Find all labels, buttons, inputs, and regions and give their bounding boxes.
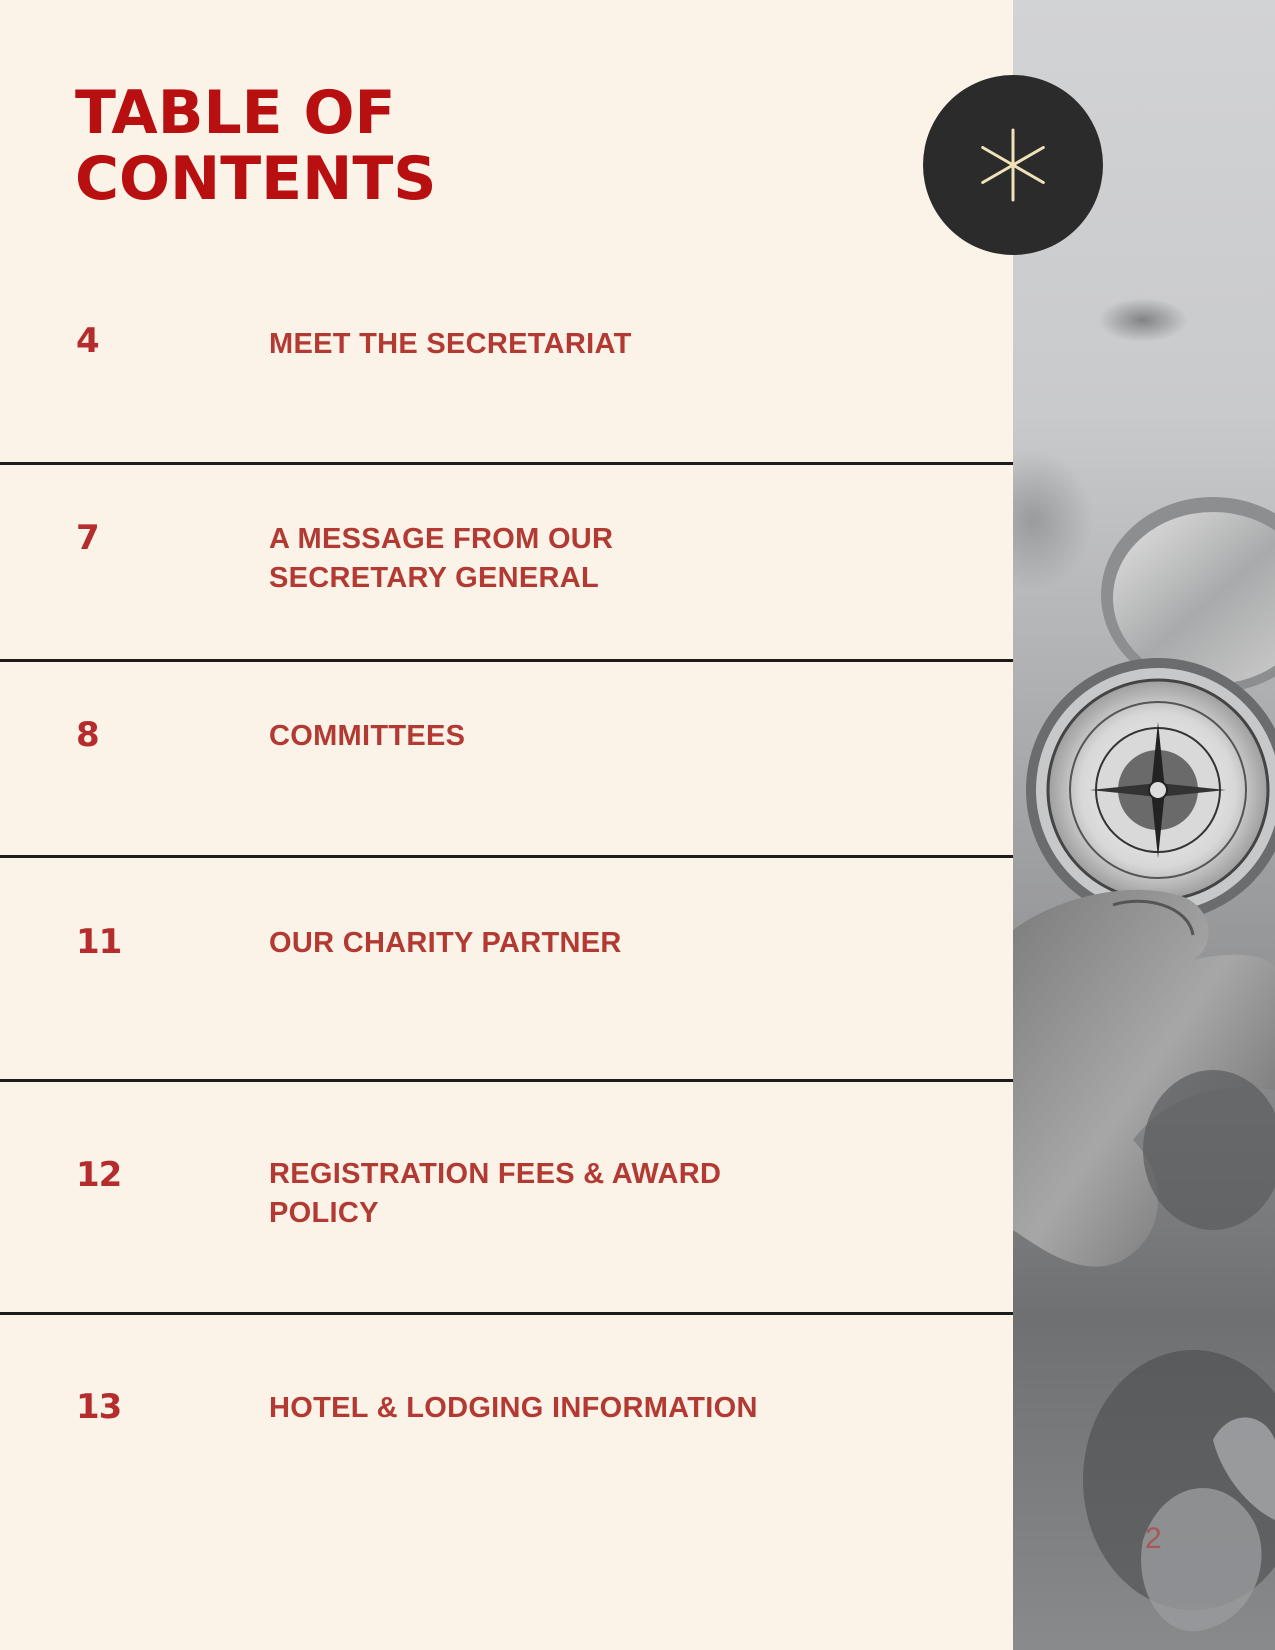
page-title-line-2: CONTENTS [75,144,437,214]
toc-page-number: 13 [76,1387,122,1427]
toc-page-number: 7 [76,518,99,558]
badge [923,75,1103,255]
toc-page-number: 8 [76,715,99,755]
page-title [75,80,437,212]
toc-entry-label-line: SECRETARY GENERAL [269,562,600,594]
toc-entry-label-line: REGISTRATION FEES & AWARD [269,1158,722,1190]
toc-entry-label[interactable] [269,520,869,598]
toc-entry-label[interactable] [269,1155,869,1233]
toc-page-number: 4 [76,321,99,361]
divider [0,1079,1013,1082]
toc-entry-label-line: POLICY [269,1197,379,1229]
divider [0,462,1013,465]
page-number: 2 [1145,1522,1162,1555]
toc-entry-label[interactable]: MEET THE SECRETARIAT [269,328,632,360]
toc-entry-label[interactable]: HOTEL & LODGING INFORMATION [269,1392,758,1424]
page-title-line-1: TABLE OF [75,78,396,148]
divider [0,1312,1013,1315]
toc-entry-label[interactable]: OUR CHARITY PARTNER [269,927,622,959]
toc-page-number: 12 [76,1155,122,1195]
asterisk-icon [923,75,1103,255]
toc-page-number: 11 [76,922,122,962]
toc-entry-label-line: A MESSAGE FROM OUR [269,523,614,555]
toc-entry-label[interactable]: COMMITTEES [269,720,466,752]
divider [0,855,1013,858]
divider [0,659,1013,662]
